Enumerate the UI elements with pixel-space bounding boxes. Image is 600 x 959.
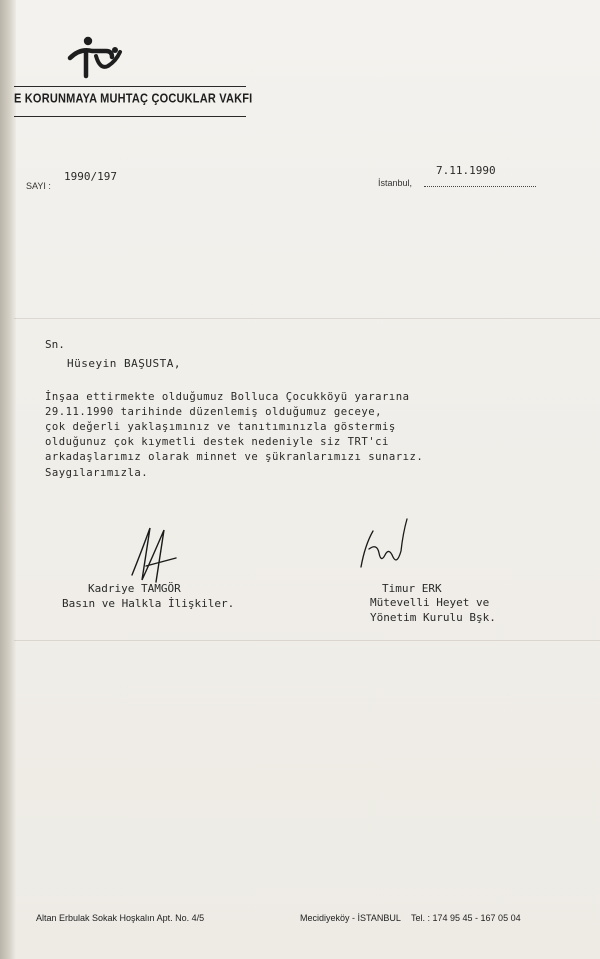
paper-fold [14, 318, 600, 319]
foundation-logo-icon [66, 36, 124, 80]
left-signature [112, 520, 192, 590]
left-signatory-name: Kadriye TAMGÖR [88, 582, 181, 595]
footer-address: Altan Erbulak Sokak Hoşkalın Apt. No. 4/5 [36, 913, 205, 923]
body-line: olduğunuz çok kıymetli destek nedeniyle siz TRT'ci [45, 436, 389, 448]
body-line: 29.11.1990 tarihinde düzenlemiş olduğumuz geceye, [45, 406, 383, 418]
city-label: İstanbul, [378, 178, 413, 188]
footer-district: Mecidiyeköy - İSTANBUL [300, 913, 401, 923]
letter-paper [14, 0, 600, 959]
binding-edge [0, 0, 16, 959]
letter-date: 7.11.1990 [436, 164, 496, 177]
footer-phone: Tel. : 174 95 45 - 167 05 04 [411, 913, 521, 923]
right-signatory-title-1: Mütevelli Heyet ve [370, 596, 490, 609]
right-signatory-name: Timur ERK [382, 582, 442, 595]
salutation: Sn. [45, 338, 65, 351]
body-line: Saygılarımızla. [45, 467, 149, 479]
org-name: E KORUNMAYA MUHTAÇ ÇOCUKLAR VAKFI [14, 92, 253, 106]
right-signature [355, 515, 415, 575]
recipient-name: Hüseyin BAŞUSTA, [67, 357, 181, 370]
left-signatory-title: Basın ve Halkla İlişkiler. [62, 597, 235, 610]
ref-label: SAYI : [26, 181, 51, 191]
right-signatory-title-2: Yönetim Kurulu Bşk. [370, 611, 496, 624]
header-rule-bottom [14, 116, 246, 117]
header-rule-top [14, 86, 246, 87]
body-line: İnşaa ettirmekte olduğumuz Bolluca Çocukköyü yararına [45, 391, 410, 403]
body-line: arkadaşlarımız olarak minnet ve şükranlarımızı sunarız. [45, 451, 424, 463]
body-line: çok değerli yaklaşımınız ve tanıtımınızla göstermiş [45, 421, 396, 433]
ref-number: 1990/197 [64, 170, 117, 183]
paper-fold [14, 640, 600, 641]
